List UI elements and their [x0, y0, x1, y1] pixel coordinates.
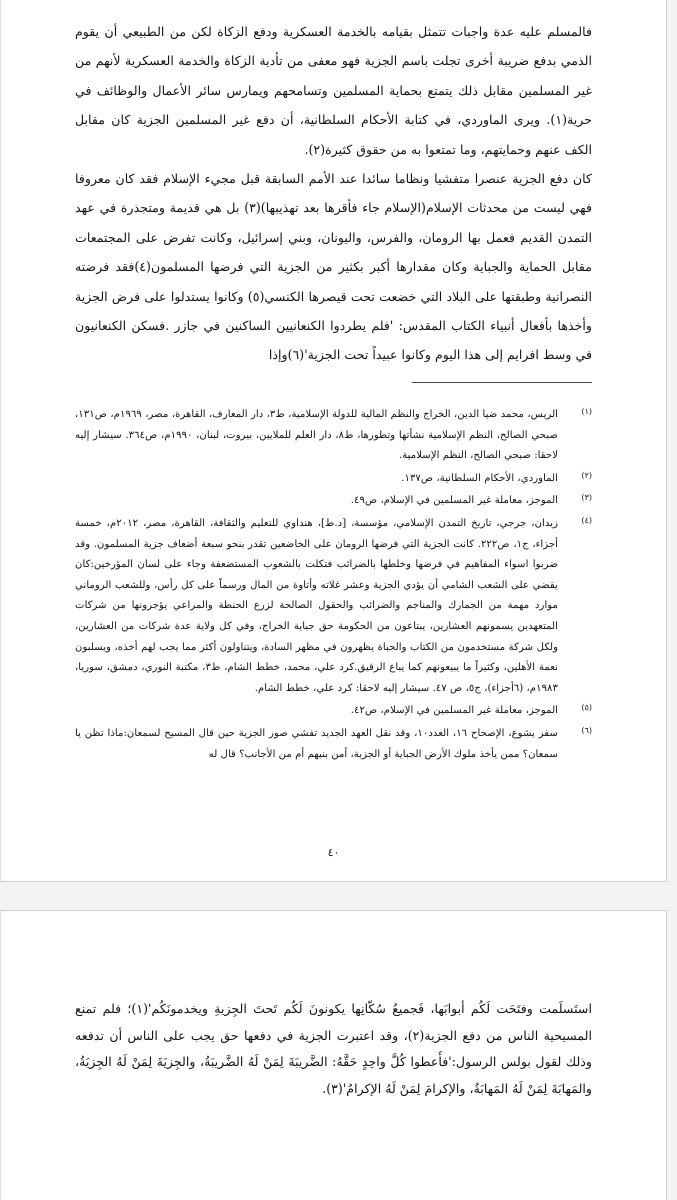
page-number: ٤٠: [327, 846, 340, 859]
footnote-4: [75, 514, 592, 699]
footnote-number: (٢): [581, 470, 592, 480]
footnote-number: (٥): [581, 703, 592, 713]
footnote-text: زيدان، جرجي، تاريخ التمدن الإسلامي، مؤسسة، [د.ط]، هنداوي للتعليم والثقافة، القاهرة، مصر، ٢٠١٢م، خمسة أجزاء، ج١، ص٢٢٢. كانت الجزية التي فرضها الرومان على الخاضعين تقدر بنحو سبعة أضعاف جزية المسلمون. وقد ضربوا اسواء المفاهيم في فرضها وخلطها بالضرائب فتكلت بالشعوب المستضعفة وجاء على لسان المؤرخين:كان يقضي على الشعب الشامي أن يؤدي الجزية وعشر غلاته وأتاوة من المال ورسماً على كل رأس، وللشعب الروماني موارد مهمة من الجمارك والمناجم والضرائب والحقول الصالحة لزرع الحنطة والمراعي يؤجرونها من شركات المتعهدين يسمونهم العشارين، يبتاعون من الحكومة حق جباية الخراج، وفي كل ولاية عدة شركات من العشارين، ولكل شركة مستخدمون من الكتاب والجباة يظهرون في مظهر السادة، ويتناولون أكثر مما يجب لهم أخذه، ويسلبون نعمة الأهلين، وكثيراً ما يبيعونهم كما يباع الرقيق.كرد علي، محمد، خطط الشام، ط٣، مكتبة النوري، دمشق، سوريا، ١٩٨٣م، (٦أجزاء)، ج٥، ص ٤٧. سيشار إليه لاحقا: كرد علي، خطط الشام.: [75, 517, 558, 694]
footnote-2: [75, 469, 592, 490]
footnote-text: سفر يشوع، الإصحاح ١٦، العدد١٠، وقد نقل العهد الجديد تفشي صور الجزية حين قال المسيح لسمعان:ماذا تظن يا سمعان؟ ممن يأخذ ملوك الأرض الجباية أو الجزية، أمن بنيهم أم من الأجانب؟ قال له: [75, 727, 558, 760]
footnote-number: (١): [581, 407, 592, 416]
footnote-text: الموجز، معاملة غير المسلمين في الإسلام، ص٤٩.: [350, 495, 558, 507]
main-body-text: [75, 17, 592, 370]
footnote-5: [75, 701, 592, 722]
footnote-number: (٤): [581, 515, 592, 525]
footnote-text: الماوردي، الأحكام السلطانية، ص١٣٧.: [401, 472, 558, 484]
paragraph-3: استَسلَمت وفتَحَت لَكُم أبوابَها، فَجميعُ سُكّانِها يكونونَ لَكُم تَحتَ الجِزيةِ ويخدمونَكُم'(١)؛ فلم تمنع المسيحية الناس من دفع الجزية(٢)، وقد اعتبرت الجزية في دفعها حق يجب على الناس أن تدفعه وذلك لقول بولس الرسول:'فأَعطوا كُلَّ واحِدٍ حَقَّهُ: الضَّريبَةَ لِمَنْ لَهُ الضَّريبَةُ، والجِزيَةَ لِمَنْ لَهُ الجِزيَةُ، والمَهابَةَ لِمَنْ لَهُ المَهابَةُ، والإكرامَ لِمَنْ لَهُ الإكرامُ'(٣).: [75, 1001, 592, 1096]
footnote-1: [75, 405, 592, 467]
main-body-text: [75, 996, 592, 1102]
footnote-6: [75, 724, 592, 765]
footnotes-list: [75, 405, 592, 767]
footnote-separator: [412, 382, 592, 383]
document-page-41: [0, 910, 667, 1200]
footnote-3: [75, 491, 592, 512]
footnote-text: الريس، محمد ضيا الدين، الخراج والنظم المالية للدولة الإسلامية، ط٣، دار المعارف، القاهرة، مصر، ١٩٦٩م، ص١٣١، صبحي الصالح، النظم الإسلامية نشأتها وتطورها، ط٨، دار العلم للملايين، بيروت، لبنان، ١٩٩٠م، ص٣٦٤. سيشار إليه لاحقا: صبحي الصالح، النظم الإسلامية.: [75, 409, 559, 462]
footnote-number: (٣): [581, 493, 592, 503]
footnote-number: (٦): [581, 725, 592, 735]
footnote-text: الموجز، معاملة غير المسلمين في الإسلام، ص٤٢.: [350, 705, 558, 717]
paragraph-1: فالمسلم عليه عدة واجبات تتمثل بقيامه بالخدمة العسكرية ودفع الزكاة لكن من الطبيعي أن يقوم الذمي بدفع ضريبة أخرى تجلت باسم الجزية فهو معفى من تأدية الزكاة والخدمة العسكرية لأنهم من غير المسلمين مقابل ذلك يتمتع بحماية المسلمين وتسامحهم ويمارس سائر الأعمال والوظائف في حرية(١). ويرى الماوردي، في كتابة الأحكام السلطانية، أن دفع غير المسلمين الجزية كان مقابل الكف عنهم وحمايتهم، وما تمتعوا به من حقوق كثيرة(٢).: [75, 24, 592, 157]
paragraph-2: كان دفع الجزية عنصرا متفشيا ونظاما سائدا عند الأمم السابقة قبل مجيء الإسلام فقد كان معروفا فهي ليست من محدثات الإسلام(الإسلام جاء فأقرها بعد تهذيبها)(٣) بل هي قديمة ومتجذرة في عهد التمدن القديم فعمل بها الرومان، والفرس، واليونان، وبني إسرائيل، وكانت تفرض على المجتمعات مقابل الحماية والجباية وكان مقدارها أكبر بكثير من الجزية التي فرضها المسلمون(٤)فقد فرضته النصرانية وطبقتها على البلاد التي خضعت تحت قيصرها الكنسي(٥) وكانوا يستدلوا على فرض الجزية وأخذها بأفعال أنبياء الكتاب المقدس: 'فلم يطردوا الكنعانيين الساكنين في جازر .فسكن الكنعانيون في وسط افرايم إلى هذا اليوم وكانوا عبيداً تحت الجزية'(٦)وإذا: [75, 171, 592, 363]
